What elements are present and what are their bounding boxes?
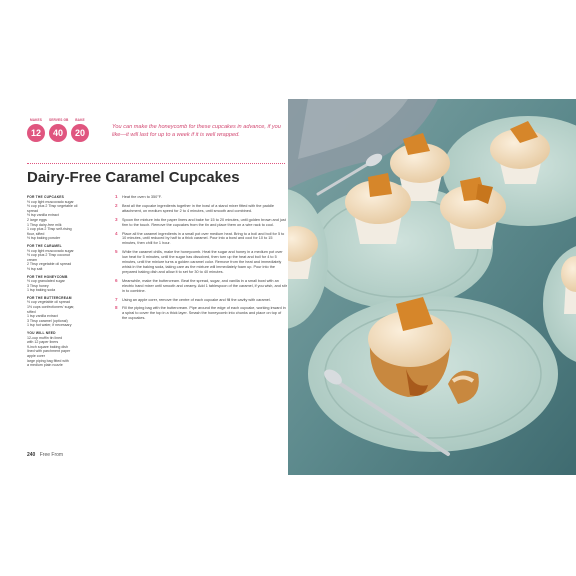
- ingredient-line: ½ cup light muscovado sugar: [27, 248, 74, 253]
- ingredient-line: 1½ cups confectioners' sugar,: [27, 305, 75, 310]
- ingredients-list: [27, 195, 113, 371]
- step-number: 6: [115, 277, 118, 283]
- page-number: 240: [27, 452, 36, 458]
- ingredient-section: [27, 275, 113, 293]
- ingredient-line: ½ tsp salt: [27, 266, 43, 271]
- ingredient-line: ½ tsp baking powder: [27, 236, 61, 241]
- step-text: Place all the caramel ingredients in a small pot over medium heat. Bring to a boil and boil for 5 to 10 minutes, until reduced by half to a thick caramel. Pour into a bowl and cool for 10 to 15 minutes, then chill for 1 hour.: [122, 231, 285, 246]
- ingredient-line: with 12 paper liners: [27, 340, 59, 345]
- step-number: 8: [115, 305, 118, 311]
- method-step: [115, 204, 287, 214]
- ingredient-line: 2 Tbsp vegetable oil spread: [27, 262, 72, 267]
- step-number: 5: [115, 249, 118, 255]
- ingredient-line: ½ cup vegetable oil spread: [27, 300, 70, 305]
- ingredient-line: 1 tsp vanilla extract: [27, 314, 58, 319]
- method-step: [115, 250, 287, 275]
- ingredient-section: [27, 195, 113, 241]
- cupcakes-illustration: [288, 99, 576, 475]
- step-text: Heat the oven to 350°F.: [122, 195, 162, 199]
- method-steps: [115, 195, 287, 325]
- ingredient-line: apple corer: [27, 354, 45, 358]
- ingredient-heading: YOU WILL NEED: [27, 331, 56, 336]
- cupcakes-photo: [288, 99, 576, 475]
- ingredient-section: [27, 331, 113, 368]
- stat-prep: [49, 118, 67, 142]
- ingredient-line: 1 cup plus 2 Tbsp self-rising: [27, 227, 72, 232]
- step-text: While the caramel chills, make the honeycomb. Heat the sugar and honey in a medium pot over low heat for 5 minutes, until the sugar has dissolved, then turn up the heat and boil for 4 to 5 minutes, until the mixture turns a golden caramel color. Remove from the heat and immediately whisk in the baking soda, taking care as the mixture will immediately foam up. Pour into the prepared baking dish and allow it to set for 30 to 40 minutes.: [122, 250, 283, 274]
- ingredient-line: lined with parchment paper: [27, 349, 71, 354]
- recipe-stats: [27, 118, 89, 142]
- ingredient-line: 1 tsp baking soda: [27, 288, 56, 293]
- recipe-title: Dairy-Free Caramel Cupcakes: [27, 169, 240, 186]
- ingredient-line: large piping bag fitted with: [27, 358, 69, 363]
- ingredient-line: 3 Tbsp honey: [27, 283, 49, 288]
- step-text: Fill the piping bag with the buttercream. Pipe around the edge of each cupcake, working inward in a spiral to cover the top in a thick layer. Smash the honeycomb into chunks and place on top of the cupcakes.: [122, 306, 286, 321]
- method-step: [115, 306, 287, 321]
- step-number: 2: [115, 202, 118, 208]
- ingredient-line: ½ cup plus 2 Tbsp vegetable oil: [27, 204, 78, 209]
- stat-value: 40: [49, 124, 67, 142]
- stat-bake: [71, 118, 89, 142]
- ingredient-line: 1 Tbsp dairy-free milk: [27, 222, 62, 227]
- ingredient-line: 12-cup muffin tin lined: [27, 335, 63, 340]
- step-number: 4: [115, 230, 118, 236]
- ingredient-line: ½ cup granulated sugar: [27, 279, 65, 284]
- method-step: [115, 218, 287, 228]
- ingredient-line: ½ cup plus 2 Tbsp coconut: [27, 253, 70, 258]
- stat-label: SERVES GB: [49, 118, 69, 122]
- ingredient-line: ½ tsp vanilla extract: [27, 213, 59, 218]
- ingredient-line: spread: [27, 208, 38, 213]
- ingredient-line: a medium plain nozzle: [27, 363, 63, 368]
- step-text: Meanwhile, make the buttercream. Beat the spread, sugar, and vanilla in a small bowl with an electric hand mixer until smooth and creamy. Add 1 tablespoon of the caramel, if you wish, and stir in to combine.: [122, 278, 287, 293]
- step-text: Spoon the mixture into the paper liners and bake for 15 to 20 minutes, until golden brown and just firm to the touch. Remove the cupcakes from the tin and place them on a wire rack to cool.: [122, 217, 286, 227]
- stat-label: MAKES: [29, 118, 42, 122]
- stat-value: 12: [27, 124, 45, 142]
- ingredient-line: 1 tsp hot water, if necessary: [27, 323, 72, 328]
- ingredient-line: 3 Tbsp caramel (optional): [27, 318, 68, 323]
- step-number: 3: [115, 216, 118, 222]
- step-number: 7: [115, 296, 118, 302]
- ingredient-section: [27, 244, 113, 272]
- method-step: [115, 279, 287, 294]
- ingredient-line: 9-inch square baking dish: [27, 344, 68, 349]
- section-name: Free From: [39, 452, 64, 458]
- step-number: 1: [115, 194, 118, 199]
- left-page: [20, 118, 288, 463]
- ingredient-line: sifted: [27, 309, 36, 314]
- step-text: Using an apple corer, remove the centre of each cupcake and fill the cavity with caramel.: [122, 297, 271, 302]
- ingredient-section: [27, 296, 113, 328]
- ingredient-line: ½ cup light muscovado sugar: [27, 199, 74, 204]
- ingredient-heading: FOR THE CUPCAKES: [27, 195, 65, 199]
- ingredient-line: flour, sifted: [27, 231, 45, 236]
- stat-makes: [27, 118, 45, 142]
- page-footer: [27, 452, 63, 458]
- divider: [27, 163, 285, 164]
- method-step: [115, 298, 287, 303]
- ingredient-heading: FOR THE BUTTERCREAM: [27, 295, 72, 300]
- stat-label: BAKE: [75, 118, 85, 122]
- ingredient-line: cream: [27, 257, 37, 262]
- stat-value: 20: [71, 124, 89, 142]
- method-step: [115, 232, 287, 247]
- method-step: [115, 195, 287, 200]
- step-text: Beat all the cupcake ingredients together in the bowl of a stand mixer fitted with the paddle attachment, on medium speed for 2 to 4 minutes, until smooth and combined.: [122, 203, 274, 213]
- intro-note: You can make the honeycomb for these cupcakes in advance, if you like—it will last for up to a week if it is well wrapped.: [112, 124, 281, 138]
- ingredient-line: 2 large eggs: [27, 217, 47, 222]
- ingredient-heading: FOR THE HONEYCOMB: [27, 274, 68, 279]
- ingredient-heading: FOR THE CARAMEL: [27, 243, 62, 248]
